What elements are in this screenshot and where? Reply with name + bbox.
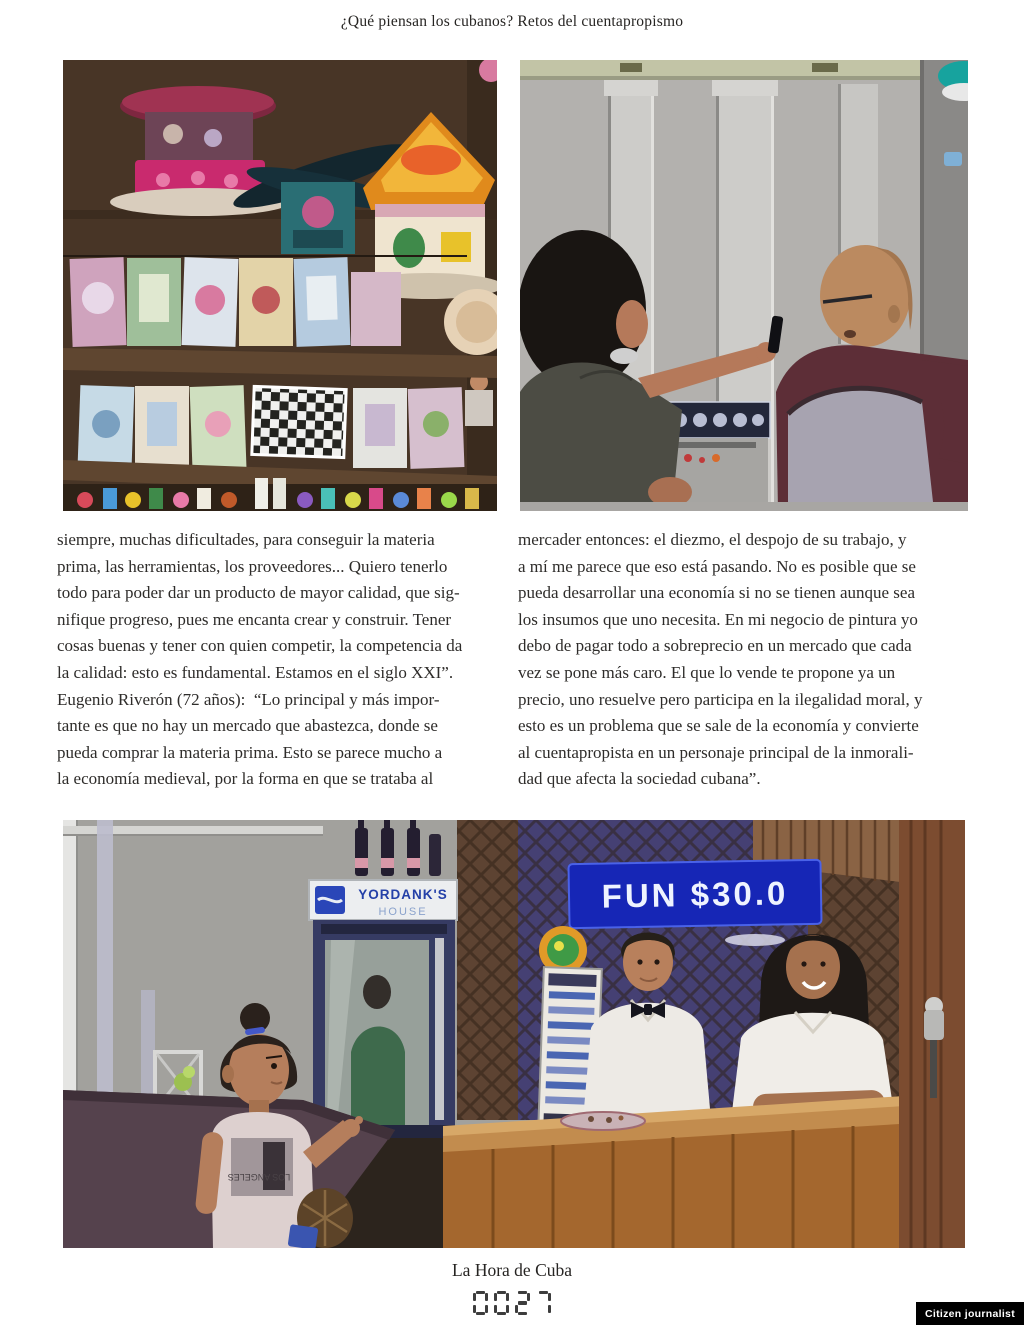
text-line: debo de pagar todo a sobreprecio en un mercado que cada: [518, 636, 912, 656]
fridge-sign-text-2: HOUSE: [378, 906, 428, 918]
credit-badge-label: Citizen journalist: [925, 1307, 1015, 1320]
floor-strip: [520, 502, 968, 511]
plate: [561, 1112, 645, 1130]
text-line: dad que afecta la sociedad cubana”.: [518, 769, 761, 789]
text-line: tante es que no hay un mercado que abastezca, donde se: [57, 716, 438, 736]
photo-interview: [520, 60, 968, 511]
article-column-right: [518, 527, 968, 793]
text-line: la calidad: esto es fundamental. Estamos en el siglo XXI”.: [57, 662, 454, 682]
text-line: al cuentapropista en un personaje principal de la inmorali-: [518, 742, 914, 762]
text-line: cosas buenas y tener con quien competir, la competencia da: [57, 636, 463, 656]
text-line: vez se pone más caro. El que lo vende te propone ya un: [518, 662, 896, 682]
segment-digit: [494, 1291, 509, 1315]
led-sign: [568, 860, 821, 928]
photo-market-stall: [63, 60, 497, 511]
wall-molding: [520, 60, 968, 80]
article-column-left: [57, 527, 504, 793]
text-line: prima, las herramientas, los proveedores... Quiero tenerlo: [57, 556, 448, 576]
fridge-sign: [309, 880, 457, 920]
text-line: Eugenio Riverón (72 años): “Lo principal y más impor-: [57, 689, 440, 709]
text-line: a mí me parece que eso está pasando. No es posible que se: [518, 556, 916, 576]
photo-bar: [63, 820, 965, 1248]
shirt-graphic-text: LOS ANGELES: [227, 1172, 291, 1182]
credit-badge: [916, 1302, 1024, 1325]
light-streak: [725, 934, 785, 946]
text-line: todo para poder dar un producto de mayor calidad, que sig-: [57, 583, 460, 603]
right-wood-column: [899, 820, 965, 1248]
page-title: ¿Qué piensan los cubanos? Retos del cuentapropismo: [340, 13, 684, 30]
segment-digit: [515, 1291, 530, 1315]
text-line: precio, uno resuelve pero participa en la ilegalidad moral, y: [518, 689, 923, 709]
text-line: esto es un problema que se sale de la economía y convierte: [518, 716, 919, 736]
text-line: nifique progreso, pues me encanta crear y construir. Tener: [57, 609, 452, 629]
text-line: pueda desarrollar una economía si no se tienen aunque sea: [518, 583, 915, 603]
text-line: pueda comprar la materia prima. Esto se parece mucho a: [57, 742, 443, 762]
segment-digit: [536, 1291, 551, 1315]
text-line: siempre, muchas dificultades, para conseguir la materia: [57, 530, 435, 549]
footer-publication-title: La Hora de Cuba: [451, 1260, 573, 1280]
segment-digit: [473, 1291, 488, 1315]
checkerboard-print: [252, 386, 346, 457]
page-number: [0, 1290, 1024, 1316]
text-line: la economía medieval, por la forma en que se trataba al: [57, 769, 434, 789]
text-line: mercader entonces: el diezmo, el despojo de su trabajo, y: [518, 530, 907, 549]
fridge-sign-text-1: YORDANK'S: [358, 887, 448, 902]
led-sign-text: FUN $30.0: [601, 874, 789, 915]
text-line: los insumos que uno necesita. En mi negocio de pintura yo: [518, 609, 918, 629]
hanging-prints-row-2: [78, 385, 465, 469]
